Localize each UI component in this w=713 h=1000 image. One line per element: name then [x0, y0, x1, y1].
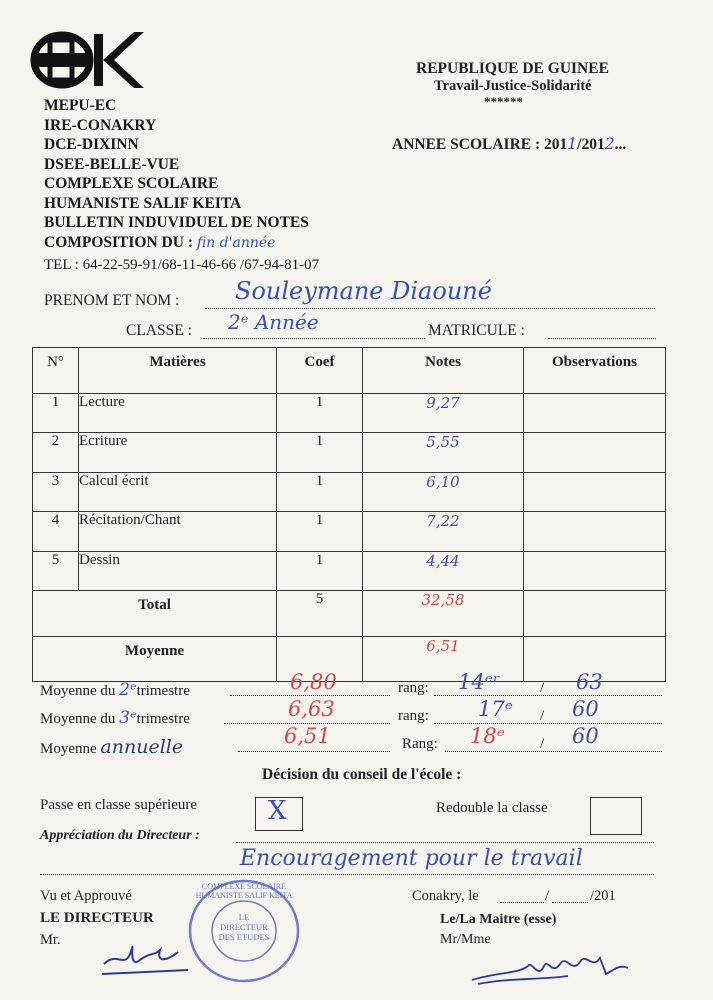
telephone: TEL : 64-22-59-91/68-11-46-66 /67-94-81-07	[44, 257, 320, 273]
date-dots-1	[500, 902, 544, 903]
row-coef: 1	[277, 393, 363, 433]
total-row	[33, 591, 666, 637]
repeat-checkbox[interactable]	[590, 797, 642, 835]
header-number: N°	[33, 348, 79, 394]
table-header-row	[33, 348, 666, 394]
rang-dots	[434, 723, 662, 724]
trimester-prefix: Moyenne du	[40, 683, 116, 699]
trimester-suffix: trimestre	[136, 683, 190, 699]
rang-value: 18ᵉ	[470, 724, 505, 748]
school-stamp	[184, 876, 304, 991]
date-dots-2	[552, 902, 588, 903]
teacher-mrmme: Mr/Mme	[440, 932, 491, 947]
director-mr: Mr.	[40, 932, 61, 948]
class-label: CLASSE :	[126, 322, 192, 339]
rang-total: 60	[572, 724, 599, 748]
table-row	[33, 472, 666, 512]
composition-value: fin d'année	[196, 234, 276, 251]
header-line: BULLETIN INDUVIDUEL DE NOTES	[44, 214, 309, 231]
country-name: REPUBLIQUE DE GUINEE	[416, 60, 609, 77]
trimester-ordinal: annuelle	[100, 736, 184, 758]
header-subject: Matières	[79, 348, 277, 394]
rang-total: 60	[572, 697, 599, 721]
place-date	[412, 888, 479, 905]
trimester-ordinal: 3ᵉ	[119, 708, 137, 728]
appreciation-label: Appréciation du Directeur :	[40, 828, 200, 843]
teacher-label: Le/La Maitre (esse)	[440, 912, 557, 927]
row-observation	[524, 472, 666, 512]
total-observation	[524, 591, 666, 637]
decision-title: Décision du conseil de l'école :	[262, 766, 462, 783]
rang-slash: /	[540, 708, 545, 724]
row-number: 5	[33, 551, 79, 591]
repeat-label: Redouble la classe	[436, 800, 548, 816]
pass-label: Passe en classe supérieure	[40, 797, 198, 813]
row-number: 3	[33, 472, 79, 512]
country-motto: Travail-Justice-Solidarité	[434, 78, 592, 94]
row-observation	[524, 433, 666, 473]
row-observation	[524, 551, 666, 591]
composition-label: COMPOSITION DU :	[44, 233, 193, 251]
header-line: IRE-CONAKRY	[44, 116, 157, 134]
row-note: 9,27	[363, 393, 524, 433]
header-line: DSEE-BELLE-VUE	[44, 155, 180, 173]
pass-check-mark: X	[268, 796, 287, 826]
place-label: Conakry, le	[412, 888, 479, 904]
trimester-dots	[238, 751, 390, 752]
trimester-label	[40, 708, 190, 728]
rang-slash: /	[540, 680, 545, 696]
row-number: 4	[33, 512, 79, 552]
school-year-end: 2	[604, 135, 615, 153]
grades-table	[32, 347, 666, 682]
stamp-center-text: LE DIRECTEUR DES ETUDES	[218, 912, 270, 942]
trimester-value: 6,80	[290, 670, 337, 694]
row-subject: Dessin	[79, 551, 277, 591]
row-number: 1	[33, 393, 79, 433]
table-row	[33, 551, 666, 591]
rang-dots	[434, 695, 662, 696]
approved-label: Vu et Approuvé	[40, 888, 132, 904]
total-coef: 5	[277, 591, 363, 637]
trimester-ordinal: 2ᵉ	[119, 680, 137, 700]
row-note: 4,44	[363, 551, 524, 591]
moyenne-row	[33, 636, 666, 682]
row-coef: 1	[277, 551, 363, 591]
trimester-label	[40, 680, 190, 700]
stamp-ring-text: COMPLEXE SCOLAIRE HUMANISTE SALIF KEITA	[195, 882, 293, 900]
header-notes: Notes	[363, 348, 524, 394]
row-number: 2	[33, 433, 79, 473]
header-line: COMPLEXE SCOLAIRE	[44, 175, 219, 192]
table-row	[33, 512, 666, 552]
row-subject: Récitation/Chant	[79, 512, 277, 552]
rang-label: rang:	[398, 680, 429, 696]
row-subject: Lecture	[79, 393, 277, 433]
trimester-label	[40, 736, 183, 758]
teacher-signature	[468, 944, 638, 995]
school-logo	[28, 26, 148, 99]
moyenne-label: Moyenne	[33, 636, 277, 682]
header-line: MEPU-EC	[44, 97, 117, 114]
rang-dots	[445, 751, 662, 752]
rang-label: rang:	[398, 708, 429, 724]
class-value: 2ᵉ Année	[228, 310, 319, 334]
trimester-suffix: trimestre	[136, 711, 190, 727]
director-label: LE DIRECTEUR	[40, 910, 154, 926]
row-coef: 1	[277, 472, 363, 512]
school-year-label: ANNEE SCOLAIRE : 201	[392, 136, 568, 153]
name-dotted-line	[205, 308, 655, 309]
row-coef: 1	[277, 512, 363, 552]
rang-label: Rang:	[402, 736, 438, 752]
rang-value: 14ᵉʳ	[458, 670, 501, 694]
total-note: 32,58	[363, 591, 524, 637]
table-row	[33, 433, 666, 473]
class-dotted-line	[203, 338, 425, 339]
header-observations: Observations	[524, 348, 666, 394]
moyenne-note: 6,51	[363, 636, 524, 682]
header-coef: Coef	[277, 348, 363, 394]
header-line: DCE-DIXINN	[44, 136, 139, 153]
row-subject: Ecriture	[79, 433, 277, 473]
appreciation-dots-1	[236, 842, 654, 843]
appreciation-value: Encouragement pour le travail	[240, 846, 583, 871]
school-year	[392, 135, 626, 154]
school-year-dots: ...	[614, 136, 627, 153]
trimester-value: 6,63	[288, 697, 335, 721]
table-row	[33, 393, 666, 433]
trimester-dots	[230, 695, 390, 696]
rang-total: 63	[576, 670, 603, 694]
matricule-label: MATRICULE :	[428, 322, 525, 339]
student-name: Souleymane Diaouné	[235, 277, 492, 305]
matricule-dotted-line	[548, 338, 656, 339]
row-note: 6,10	[363, 472, 524, 512]
total-label: Total	[33, 591, 277, 637]
appreciation-dots-2	[40, 874, 654, 875]
composition-row	[44, 233, 319, 254]
date-slash: /	[545, 888, 550, 904]
header-left	[44, 96, 319, 276]
name-label: PRENOM ET NOM :	[44, 292, 180, 309]
row-observation	[524, 393, 666, 433]
trimester-value: 6,51	[284, 724, 331, 748]
trimester-prefix: Moyenne du	[40, 711, 116, 727]
school-year-sep: /201	[577, 136, 605, 153]
rang-slash: /	[540, 736, 545, 752]
date-year: /201	[590, 888, 616, 904]
row-note: 5,55	[363, 433, 524, 473]
row-note: 7,22	[363, 512, 524, 552]
rang-value: 17ᵉ	[478, 697, 513, 721]
header-line: HUMANISTE SALIF KEITA	[44, 194, 242, 212]
row-subject: Calcul écrit	[79, 472, 277, 512]
row-observation	[524, 512, 666, 552]
motto-stars: ******	[484, 94, 523, 109]
school-year-start: 1	[567, 135, 578, 153]
trimester-prefix: Moyenne	[40, 741, 97, 757]
row-coef: 1	[277, 433, 363, 473]
